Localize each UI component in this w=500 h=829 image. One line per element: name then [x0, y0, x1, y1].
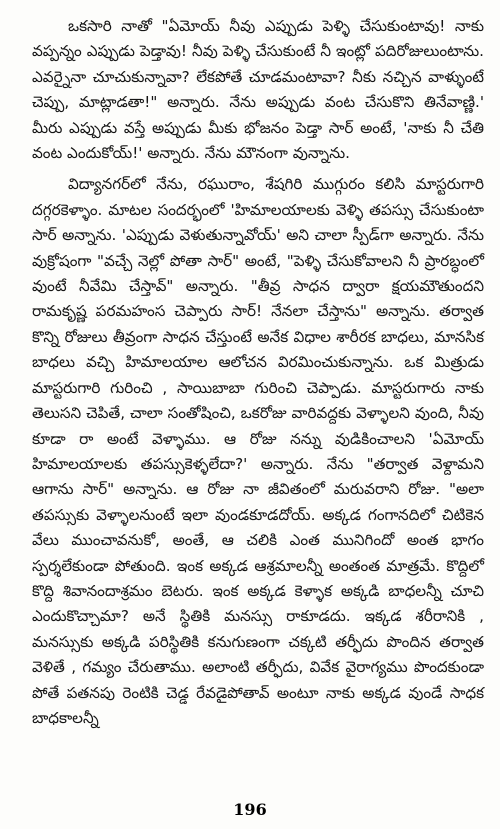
- paragraph-1: ఒకసారి నాతో "ఏమోయ్ నీవు ఎప్పుడు పెళ్ళి చేసుకుంటావు! నాకు వప్పన్నం ఎప్పుడు పెడ్తావు! నీవు పెళ్ళి చేసుకుంటే నీ ఇంట్లో పదిరోజులుంటాను. ఎవర్నైనా చూచుకున్నావా? లేకపోతే చూడమంటావా? నీకు నచ్చిన వాళ్ళుంటే చెప్పు, మాట్లాడతా!" అన్నారు. నేను అప్పుడు వంట చేసుకొని తినేవాణ్ణి.' మీరు ఎప్పుడు వస్తే అప్పుడు మీకు భోజనం పెడ్తా సార్ అంటే, 'నాకు నీ చేతి వంట ఎందుకోయ్!' అన్నారు. నేను మౌనంగా వున్నాను.: [32, 17, 484, 163]
- paragraph-2: విద్యానగర్‌లో నేను, రఘురాం, శేషగిరి ముగ్గురం కలిసి మాస్టరుగారి దగ్గరకెళ్ళాం. మాటల సందర్భంలో 'హిమాలయాలకు వెళ్ళి తపస్సు చేసుకుంటా సార్ అన్నాను. 'ఎప్పుడు వెళుతున్నావోయ్' అని చాలా స్పీడ్‌గా అన్నారు. నేను వుక్రోషంగా "వచ్చే నెల్లో పోతా సార్" అంటే, "పెళ్ళి చేసుకోవాలని నీ ప్రారబ్ధంలో వుంటే నీవేమి చేస్తావ్" అన్నారు. "తీవ్ర సాధన ద్వారా క్షయమౌతుందని రామకృష్ణ పరమహంస చెప్పారు సార్! నేనలా చేస్తాను" అన్నాను. తర్వాత కొన్ని రోజులు తీవ్రంగా సాధన చేస్తుంటే అనేక విధాల శారీరక బాధలు, మానసిక బాధలు వచ్చి హిమాలయాల ఆలోచన విరమించుకున్నాను. ఒక మిత్రుడు మాస్టరుగారి గురించి , సాయిబాబా గురించి చెప్పాడు. మాస్టరుగారు నాకు తెలుసని చెపితే, చాలా సంతోషించి, ఒకరోజు వారివద్దకు వెళ్ళాలని వుంది, నీవు కూడా రా అంటే వెళ్ళాము. ఆ రోజు నన్ను వుడికించాలని 'ఏమోయ్ హిమాలయాలకు తపస్సుకెళ్ళలేదా?' అన్నారు. నేను "తర్వాత వెళ్దామని ఆగాను సార్" అన్నాను. ఆ రోజు నా జీవితంలో మరువరాని రోజు. "అలా తపస్సుకు వెళ్ళాలనుంటే ఇలా వుండకూడదోయ్. అక్కడ గంగానదిలో చిటికెన వేలు ముంచావనుకో, అంతే, ఆ చలికి ఎంత మునిగిందో అంత భాగం స్పర్శలేకుండా పోతుంది. ఇంక అక్కడ ఆశ్రమాలన్నీ అంతంత మాత్రమే. కొద్దిలో కొద్ది శివానందాశ్రమం బెటరు. ఇంక అక్కడ కెళ్ళాక అక్కడి బాధలన్నీ చూచి ఎందుకొచ్చామా? అనే స్థితికి మనస్సు రాకూడదు. ఇక్కడ శరీరానికి , మనస్సుకు అక్కడి పరిస్థితికి కనుగుణంగా చక్కటి తర్ఫీదు పొందిన తర్వాత వెళితే , గమ్యం చేరుతాము. అలాంటి తర్ఫీదు, వివేక వైరాగ్యము పొందకుండా పోతే పతనపు రెంటికి చెడ్డ రేవడైపోతావ్ అంటూ నాకు అక్కడ వుండే సాధక బాధకాలన్నీ: [32, 175, 484, 727]
- page-number: 196: [233, 800, 267, 819]
- body-text: [32, 14, 484, 731]
